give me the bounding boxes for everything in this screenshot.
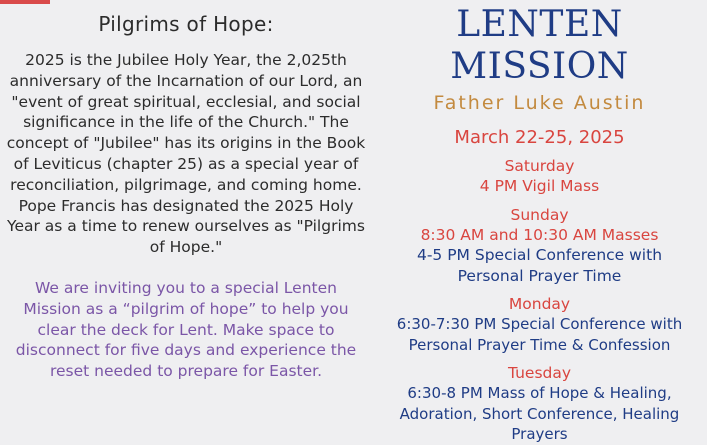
day-monday [372, 294, 707, 355]
mission-schedule [372, 4, 707, 445]
event-line: 6:30-8 PM Mass of Hope & Healing, Adoration, Short Conference, Healing Prayers [399, 384, 680, 443]
pilgrims-heading: Pilgrims of Hope: [98, 12, 274, 36]
event-line: 4-5 PM Special Conference with Personal Prayer Time [416, 246, 663, 285]
day-sunday [372, 205, 707, 287]
day-name: Sunday [510, 205, 569, 224]
day-name: Saturday [504, 157, 575, 175]
invitation-paragraph: We are inviting you to a special Lenten Mission as a “pilgrim of hope” to help you clear the deck for Lent. Make space to disconnect for five days and experience the reset needed to prepare for Easter. [15, 278, 357, 381]
event-line: 6:30-7:30 PM Special Conference with Personal Prayer Time & Confession [396, 315, 683, 354]
event-line: 8:30 AM and 10:30 AM Masses [420, 225, 659, 244]
event-line: 4 PM Vigil Mass [479, 177, 600, 195]
day-name: Monday [508, 295, 571, 313]
top-accent-bar [0, 0, 50, 4]
mission-title: LENTEN MISSION [450, 4, 629, 87]
mission-dates: March 22-25, 2025 [454, 127, 625, 148]
day-tuesday [372, 363, 707, 445]
day-name: Tuesday [507, 364, 572, 382]
pilgrims-section [4, 12, 368, 382]
day-saturday [372, 156, 707, 197]
speaker-name: Father Luke Austin [433, 92, 646, 114]
jubilee-paragraph: 2025 is the Jubilee Holy Year, the 2,025th anniversary of the Incarnation of our Lord, an "event of great spiritual, ecclesial, and social significance in the life of the Church." The concept of "Jubilee" has its origins in the Book of Leviticus (chapter 25) as a special year of reconciliation, pilgrimage, and coming home. Pope Francis has designated the 2025 Holy Year as a time to renew ourselves as "Pilgrims of Hope." [6, 51, 366, 257]
